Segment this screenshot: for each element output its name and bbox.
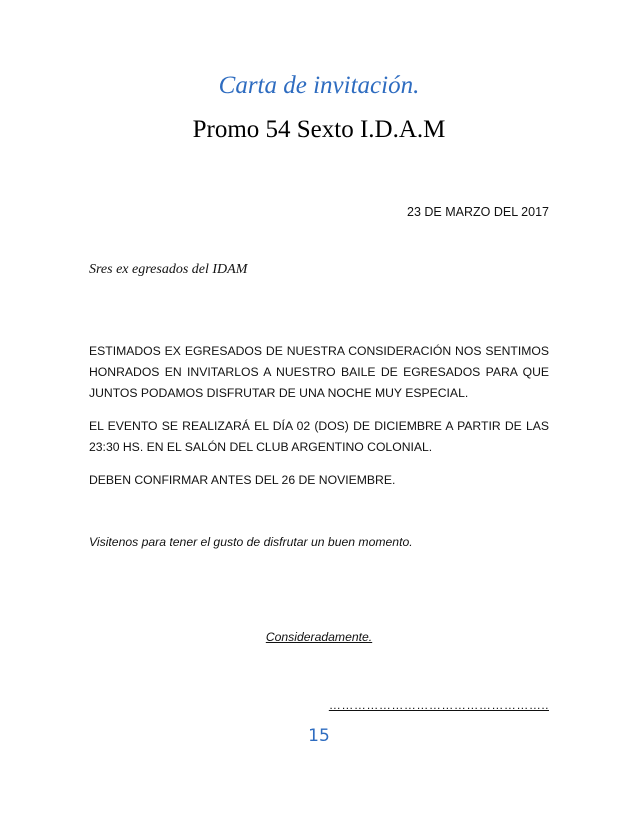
paragraph-text: ESTIMADOS EX EGRESADOS DE NUESTRA CONSIDERACIÓN NOS SENTIMOS HONRADOS EN INVITARLOS A NUESTRO BAILE DE EGRESADOS PARA QUE JUNTOS PODAMOS DISFRUTAR DE UNA NOCHE MUY ESPECIAL. — [89, 344, 549, 400]
paragraph-text: EL EVENTO SE REALIZARÁ EL DÍA 02 (DOS) DE DICIEMBRE A PARTIR DE LAS 23:30 HS. EN EL SALÓN DEL CLUB ARGENTINO COLONIAL. — [89, 419, 549, 454]
paragraph-confirmation — [89, 470, 549, 491]
page-number: 15 — [308, 726, 330, 746]
letter-date: 23 DE MARZO DEL 2017 — [407, 205, 549, 219]
letter-regards: Consideradamente. — [265, 630, 373, 644]
letter-subtitle: Promo 54 Sexto I.D.A.M — [192, 116, 446, 143]
letter-salutation: Sres ex egresados del IDAM — [89, 262, 248, 277]
paragraph-invitation — [89, 341, 549, 404]
paragraph-event-details — [89, 416, 549, 458]
letter-title: Carta de invitación. — [218, 72, 420, 99]
letter-closing: Visitenos para tener el gusto de disfrutar un buen momento. — [89, 535, 413, 549]
signature-line: …………………………………………….. — [328, 698, 549, 712]
paragraph-text: DEBEN CONFIRMAR ANTES DEL 26 DE NOVIEMBRE. — [89, 473, 396, 487]
